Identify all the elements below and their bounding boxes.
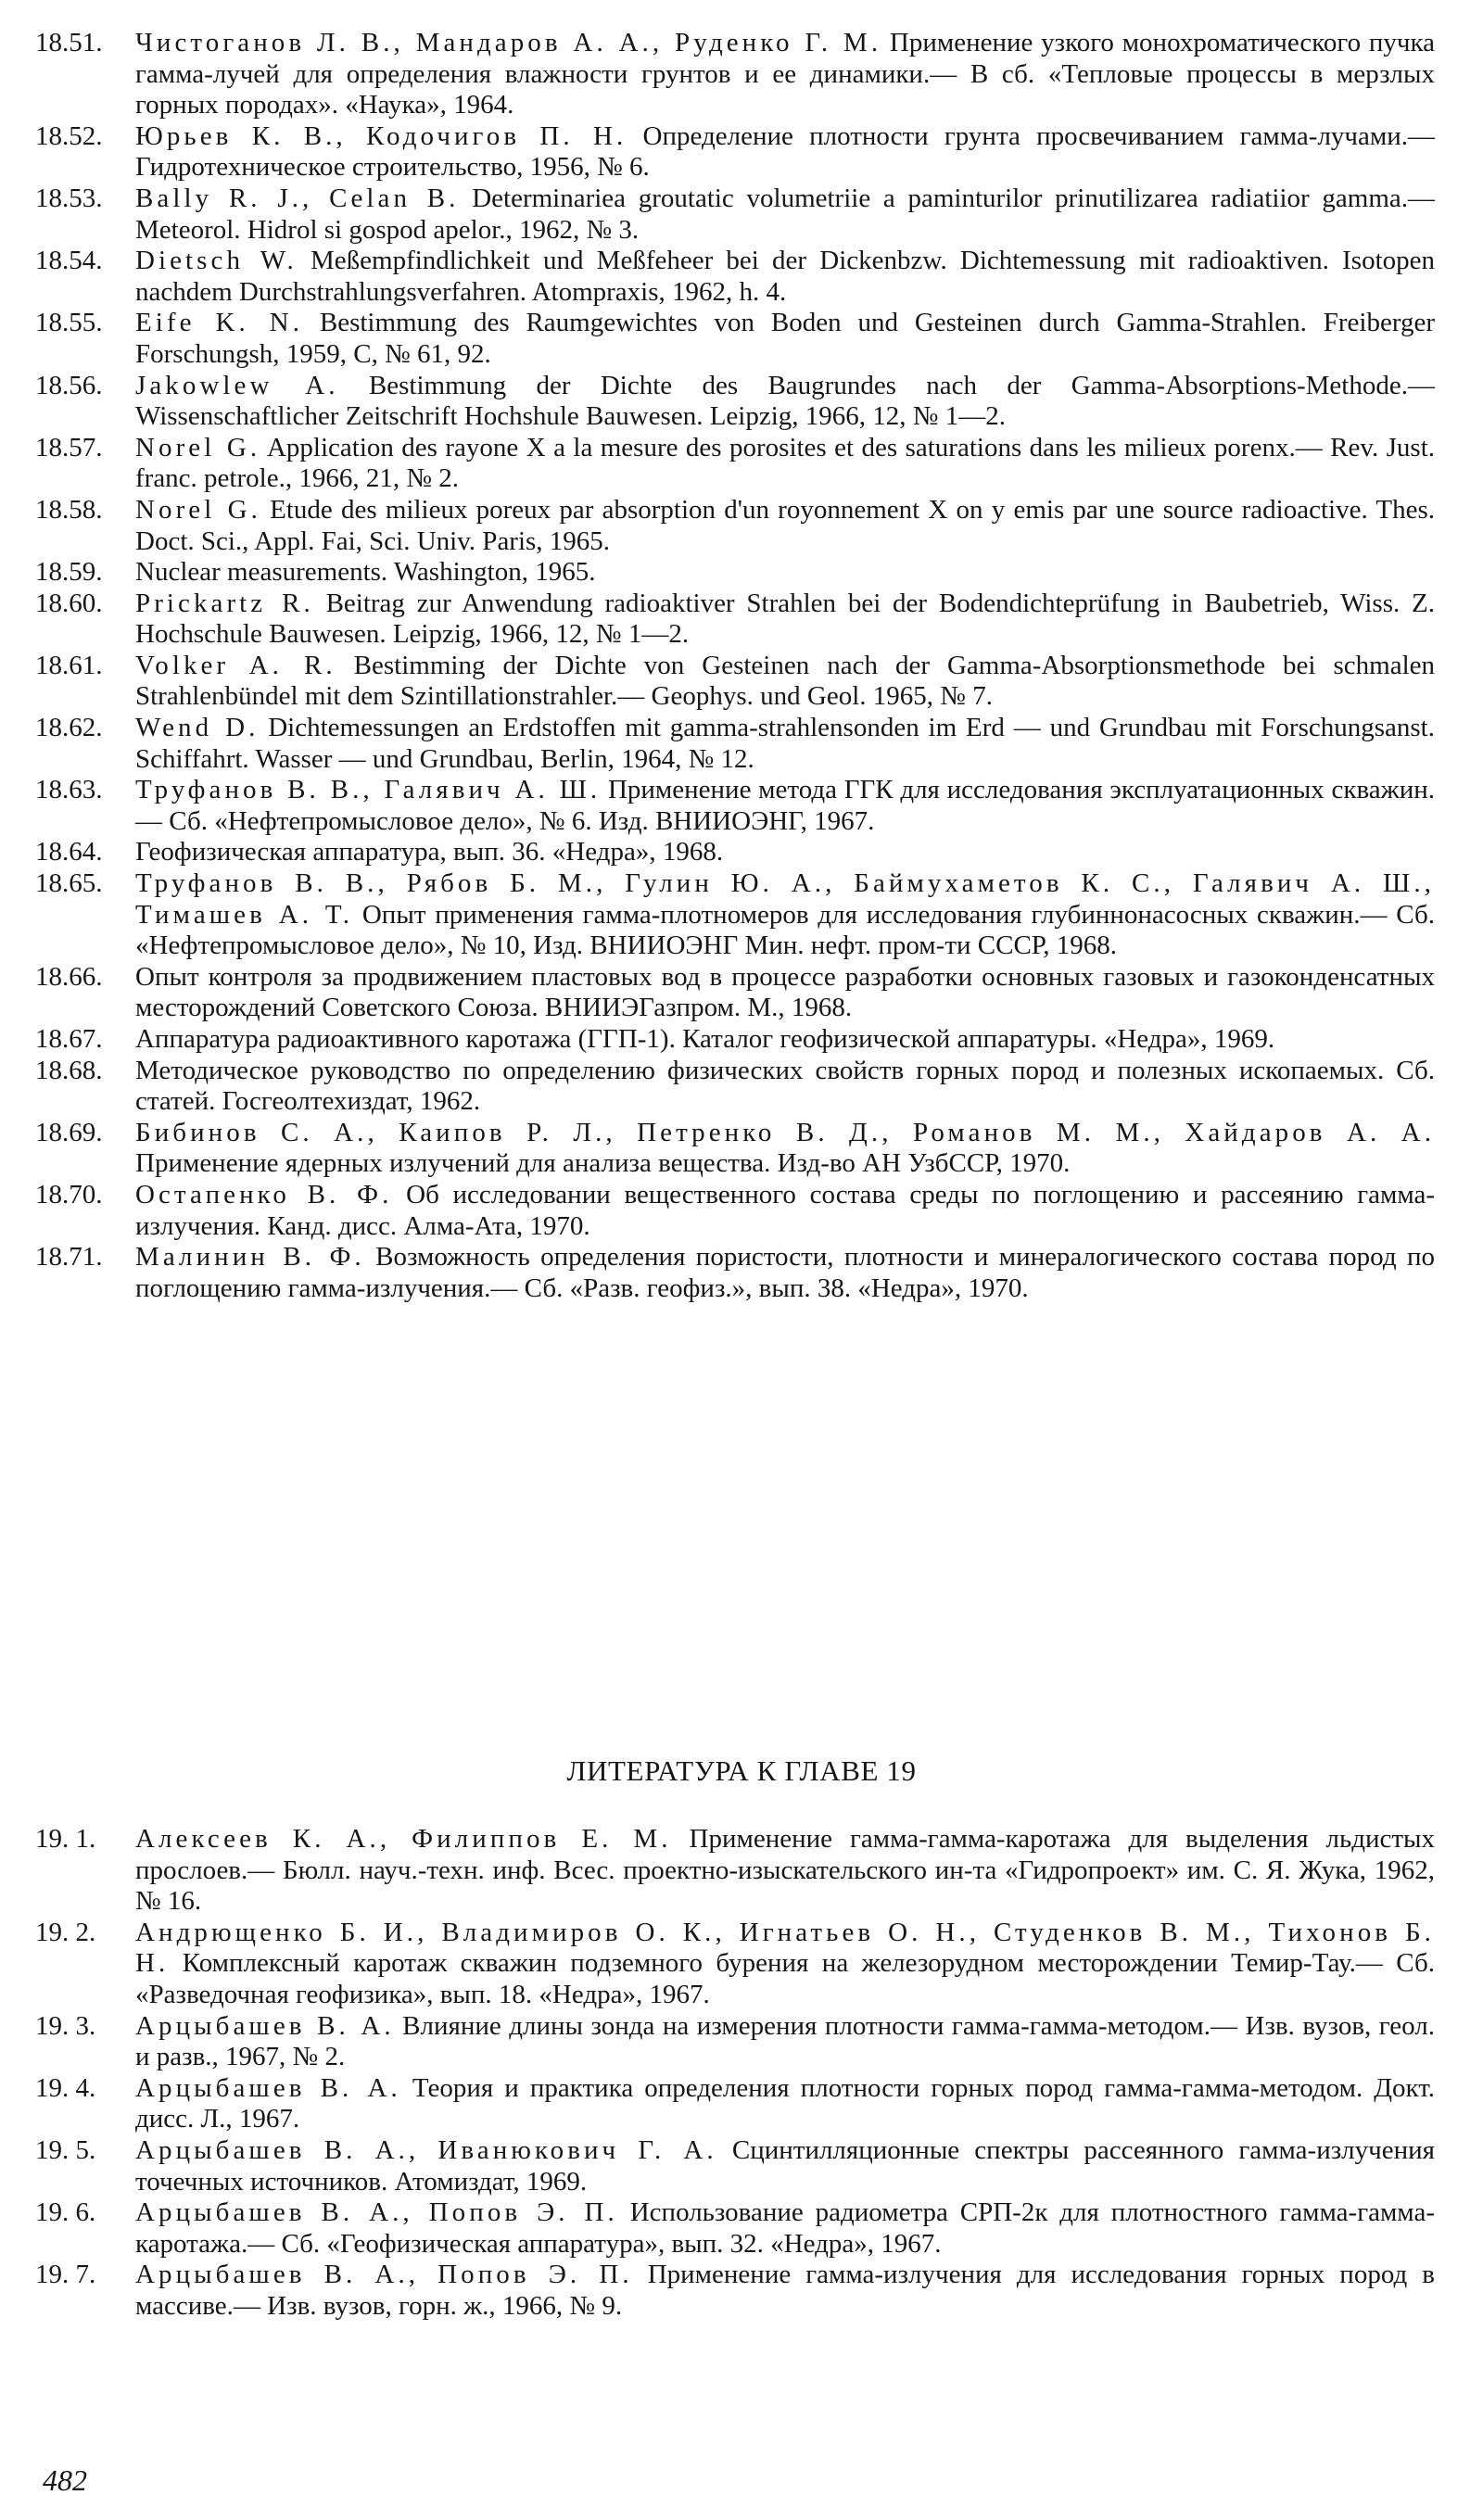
reference-entry <box>35 962 1435 1024</box>
reference-authors: Арцыбашев В. А. <box>135 2072 401 2103</box>
reference-text <box>135 1024 1435 1056</box>
reference-citation: Аппаратура радиоактивного каротажа (ГГП-1). Каталог геофизической аппаратуры. «Недра», 1969. <box>135 1024 1275 1054</box>
reference-number: 18.60. <box>35 588 103 618</box>
reference-authors: Dietsch W. <box>135 246 298 276</box>
reference-text <box>135 308 1435 370</box>
reference-entry <box>35 308 1435 370</box>
reference-text <box>135 371 1435 433</box>
reference-entry <box>35 1056 1435 1118</box>
reference-number: 19. 7. <box>35 2260 96 2290</box>
reference-authors: Prickartz R. <box>135 588 314 618</box>
reference-number: 18.54. <box>35 246 103 276</box>
reference-text <box>135 775 1435 837</box>
reference-authors: Norel G. <box>135 432 261 462</box>
reference-entry <box>35 246 1435 308</box>
reference-number: 18.69. <box>35 1117 103 1147</box>
reference-citation: Опыт контроля за продвижением пластовых вод в процессе разработки основных газовых и газоконденсатных месторождений Советского Союза. ВНИИЭГазпром. М., 1968. <box>135 961 1435 1023</box>
reference-citation: Etude des milieux poreux par absorption d'un royonnement X on y emis par une source radioactive. Thes. Doct. Sci., Appl. Fai, Sci. Univ. Paris, 1965. <box>135 494 1436 556</box>
reference-entry <box>35 589 1435 651</box>
reference-text <box>135 246 1435 308</box>
reference-citation: Meßempfindlichkeit und Meßfeheer bei der Dickenbzw. Dichtemessung mit radioaktiven. Isotopen nachdem Durchstrahlungsverfahren. Atompraxis, 1962, h. 4. <box>135 246 1435 307</box>
reference-number: 18.71. <box>35 1242 103 1273</box>
reference-citation: Применение метода ГГК для исследования эксплуатационных скважин.— Сб. «Нефтепромысловое дело», № 6. Изд. ВНИИОЭНГ, 1967. <box>135 775 1435 836</box>
reference-text <box>135 837 1435 868</box>
reference-text <box>135 2135 1435 2197</box>
reference-citation: Использование радиометра СРП-2к для плотностного гамма-гамма-каротажа.— Сб. «Геофизическая аппаратура», вып. 32. «Недра», 1967. <box>135 2197 1435 2259</box>
reference-citation: Применение ядерных излучений для анализа вещества. Изд-во АН УзбССР, 1970. <box>135 1148 1071 1179</box>
reference-number: 18.53. <box>35 183 103 213</box>
reference-citation: Об исследовании вещественного состава среды по поглощению и рассеянию гамма-излучения. Канд. дисс. Алма-Ата, 1970. <box>135 1179 1436 1241</box>
reference-entry <box>35 1824 1435 1918</box>
reference-number: 19. 5. <box>35 2134 96 2165</box>
reference-entry <box>35 775 1435 837</box>
reference-number: 18.70. <box>35 1179 103 1209</box>
reference-text <box>135 1180 1435 1242</box>
reference-citation: Determinariea groutatic volumetriie a paminturilor prinutilizarea radiatiior gamma.— Meteorol. Hidrol si gospod apelor., 1962, № 3. <box>135 183 1435 245</box>
reference-citation: Применение гамма-гамма-каротажа для выделения льдистых прослоев.— Бюлл. науч.-техн. инф. Всес. проектно-изыскательского ин-та «Гидропроект» им. С. Я. Жука, 1962, № 16. <box>135 1824 1436 1917</box>
reference-number: 19. 6. <box>35 2197 96 2228</box>
reference-authors: Алексеев К. А., Филиппов Е. М. <box>135 1824 672 1854</box>
reference-authors: Юрьев К. В., Кодочигов П. Н. <box>135 120 627 151</box>
reference-authors: Volker A. R. <box>135 650 336 680</box>
reference-citation: Влияние длины зонда на измерения плотности гамма-гамма-методом.— Изв. вузов, геол. и разв., 1967, № 2. <box>135 2010 1436 2072</box>
reference-citation: Применение узкого монохроматического пучка гамма-лучей для определения влажности грунтов и ее динамики.— В сб. «Тепловые процессы в мерзлых горных породах». «Наука», 1964. <box>135 28 1435 120</box>
reference-text <box>135 495 1435 557</box>
reference-number: 18.55. <box>35 308 103 338</box>
reference-entry <box>35 1242 1435 1304</box>
reference-entry <box>35 121 1435 184</box>
reference-entry <box>35 495 1435 557</box>
reference-authors: Бибинов С. А., Каипов Р. Л., Петренко В. Д., Романов М. М., Хайдаров А. А. <box>135 1117 1435 1147</box>
reference-entry <box>35 2260 1435 2322</box>
reference-number: 18.58. <box>35 494 103 525</box>
reference-text <box>135 28 1435 121</box>
reference-number: 18.62. <box>35 713 103 743</box>
reference-citation: Применение гамма-излучения для исследования горных пород в массиве.— Изв. вузов, горн. ж., 1966, № 9. <box>135 2260 1435 2321</box>
reference-number: 18.68. <box>35 1055 103 1085</box>
reference-entry <box>35 2197 1435 2260</box>
reference-text <box>135 121 1435 184</box>
reference-authors: Андрющенко Б. И., Владимиров О. К., Игнатьев О. Н., Студенков В. М., Тихонов Б. Н. <box>135 1917 1435 1979</box>
reference-text <box>135 2011 1435 2073</box>
reference-authors: Wend D. <box>135 713 260 743</box>
reference-citation: Возможность определения пористости, плотности и минералогического состава пород по поглощению гамма-излучения.— Сб. «Разв. геофиз.», вып. 38. «Недра», 1970. <box>135 1242 1435 1303</box>
reference-citation: Nuclear measurements. Washington, 1965. <box>135 557 596 588</box>
reference-authors: Bally R. J., Celan B. <box>135 183 460 213</box>
reference-authors: Eife K. N. <box>135 308 303 338</box>
reference-number: 18.61. <box>35 650 103 680</box>
reference-citation: Определение плотности грунта просвечиванием гамма-лучами.— Гидротехническое строительство, 1956, № 6. <box>135 120 1435 183</box>
reference-authors: Jakowlew A. <box>135 370 339 400</box>
reference-entry <box>35 433 1435 495</box>
reference-entry <box>35 557 1435 589</box>
reference-number: 18.51. <box>35 28 103 57</box>
reference-text <box>135 2197 1435 2260</box>
reference-number: 18.63. <box>35 775 103 805</box>
reference-text <box>135 713 1435 775</box>
reference-entry <box>35 184 1435 246</box>
reference-entry <box>35 28 1435 121</box>
reference-text <box>135 962 1435 1024</box>
reference-text <box>135 433 1435 495</box>
reference-text <box>135 1118 1435 1180</box>
reference-text <box>135 589 1435 651</box>
reference-entry <box>35 1024 1435 1056</box>
reference-entry <box>35 1180 1435 1242</box>
reference-citation: Dichtemessungen an Erdstoffen mit gamma-strahlensonden im Erd — und Grundbau mit Forschungsanst. Schiffahrt. Wasser — und Grundbau, Berlin, 1964, № 12. <box>135 713 1435 774</box>
reference-entry <box>35 2011 1435 2073</box>
reference-entry <box>35 837 1435 868</box>
reference-number: 18.57. <box>35 432 103 462</box>
reference-text <box>135 557 1435 589</box>
reference-citation: Комплексный каротаж скважин подземного бурения на железорудном месторождении Темир-Тау.— Сб. «Разведочная геофизика», вып. 18. «Недра», 1967. <box>135 1948 1435 2009</box>
reference-citation: Bestimming der Dichte von Gesteinen nach der Gamma-Absorptionsmethode bei schmalen Strahlenbündel mit dem Szintillationstrahler.— Geophys. und Geol. 1965, № 7. <box>135 650 1435 712</box>
reference-authors: Малинин В. Ф. <box>135 1242 365 1273</box>
reference-citation: Bestimmung des Raumgewichtes von Boden und Gesteinen durch Gamma-Strahlen. Freiberger Forschungsh, 1959, C, № 61, 92. <box>135 308 1435 369</box>
reference-text <box>135 184 1435 246</box>
reference-text <box>135 651 1435 713</box>
reference-number: 18.65. <box>35 868 103 899</box>
reference-entry <box>35 651 1435 713</box>
reference-citation: Опыт применения гамма-плотномеров для исследования глубиннонасосных скважин.— Сб. «Нефтепромысловое дело», № 10, Изд. ВНИИОЭНГ Мин. нефт. пром-ти СССР, 1968. <box>135 899 1436 961</box>
chapter-19-reference-list <box>35 1824 1435 2323</box>
reference-number: 18.64. <box>35 837 103 867</box>
reference-text <box>135 868 1435 962</box>
reference-authors: Труфанов В. В., Галявич А. Ш. <box>135 775 602 805</box>
reference-number: 19. 4. <box>35 2072 96 2103</box>
section-heading: ЛИТЕРАТУРА К ГЛАВЕ 19 <box>566 1754 917 1787</box>
reference-entry <box>35 371 1435 433</box>
reference-entry <box>35 2073 1435 2135</box>
reference-entry <box>35 2135 1435 2197</box>
reference-authors: Арцыбашев В. А., Попов Э. П. <box>135 2260 633 2290</box>
reference-text <box>135 1056 1435 1118</box>
reference-citation: Геофизическая аппаратура, вып. 36. «Недра», 1968. <box>135 837 724 867</box>
reference-entry <box>35 1918 1435 2011</box>
reference-authors: Чистоганов Л. В., Мандаров А. А., Руденко Г. М. <box>135 28 882 57</box>
reference-authors: Norel G. <box>135 494 261 525</box>
reference-citation: Методическое руководство по определению физических свойств горных пород и полезных ископаемых. Сб. статей. Госгеолтехиздат, 1962. <box>135 1055 1435 1117</box>
reference-text <box>135 1242 1435 1304</box>
reference-text <box>135 1918 1435 2011</box>
reference-citation: Сцинтилляционные спектры рассеянного гамма-излучения точечных источников. Атомиздат, 1969. <box>135 2134 1435 2197</box>
reference-citation: Теория и практика определения плотности горных пород гамма-гамма-методом. Докт. дисс. Л., 1967. <box>135 2072 1436 2134</box>
reference-text <box>135 1824 1435 1918</box>
reference-entry <box>35 713 1435 775</box>
reference-authors: Остапенко В. Ф. <box>135 1179 393 1209</box>
reference-number: 18.67. <box>35 1024 103 1054</box>
reference-number: 19. 3. <box>35 2010 96 2041</box>
reference-text <box>135 2260 1435 2322</box>
reference-number: 18.52. <box>35 120 103 151</box>
reference-authors: Арцыбашев В. А. <box>135 2010 395 2041</box>
reference-citation: Beitrag zur Anwendung radioaktiver Strahlen bei der Bodendichteprüfung in Baubetrieb, Wiss. Z. Hochschule Bauwesen. Leipzig, 1966, 12, № 1—2. <box>135 588 1435 650</box>
reference-citation: Bestimmung der Dichte des Baugrundes nach der Gamma-Absorptions-Methode.— Wissenschaftlicher Zeitschrift Hochshule Bauwesen. Leipzig, 1966, 12, № 1—2. <box>135 370 1435 432</box>
reference-number: 18.56. <box>35 370 103 400</box>
reference-entry <box>35 868 1435 962</box>
reference-authors: Труфанов В. В., Рябов Б. М., Гулин Ю. А., Баймухаметов К. С., Галявич А. Ш., Тимашев А. Т. <box>135 868 1435 930</box>
page-number: 482 <box>43 2463 87 2497</box>
chapter-18-reference-list <box>35 28 1435 1304</box>
reference-text <box>135 2073 1435 2135</box>
reference-entry <box>35 1118 1435 1180</box>
reference-authors: Арцыбашев В. А., Иванюкович Г. А. <box>135 2134 717 2165</box>
reference-number: 18.66. <box>35 961 103 992</box>
reference-number: 19. 2. <box>35 1917 96 1947</box>
reference-number: 18.59. <box>35 557 103 588</box>
reference-number: 19. 1. <box>35 1824 96 1854</box>
reference-citation: Application des rayone X a la mesure des porosites et des saturations dans les milieux porenx.— Rev. Just. franc. petrole., 1966, 21, № 2. <box>135 432 1436 494</box>
reference-authors: Арцыбашев В. А., Попов Э. П. <box>135 2197 618 2228</box>
